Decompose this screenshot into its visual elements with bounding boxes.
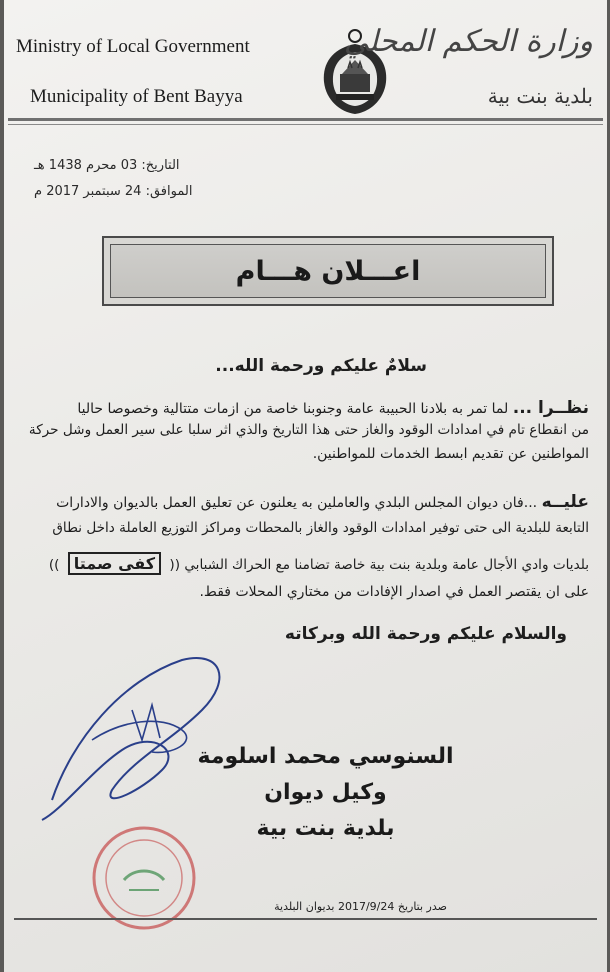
paragraph2-lead: عليــه bbox=[541, 492, 589, 512]
paragraph2-line1-text: ...فان ديوان المجلس البلدي والعاملين به يعلنون عن تعليق العمل بالديوان والادارات bbox=[56, 495, 538, 511]
paragraph2-line1 bbox=[56, 492, 589, 512]
signatory-role: وكيل ديوان bbox=[264, 780, 387, 805]
issue-note: صدر بتاريخ 2017/9/24 بديوان البلدية bbox=[274, 900, 447, 913]
gregorian-date: الموافق: 24 سبتمبر 2017 م bbox=[34, 184, 193, 199]
paragraph1-line1-text: لما تمر به بلادنا الحبيبة عامة وجنوبنا خاصة من ازمات متتالية وخصوصا حاليا bbox=[77, 401, 509, 417]
header-municipality-ar: بلدية بنت بية bbox=[487, 84, 593, 108]
paragraph1-line1 bbox=[77, 398, 589, 418]
paragraph1-lead: نظــرا ... bbox=[512, 398, 589, 418]
document-page bbox=[4, 0, 607, 972]
header-divider bbox=[8, 118, 603, 121]
signatory-organization: بلدية بنت بية bbox=[256, 816, 395, 841]
announcement-title: اعـــلان هـــام bbox=[235, 255, 421, 287]
paragraph2-line3-text: بلديات وادي الأجال عامة وبلدية بنت بية خاصة تضامنا مع الحراك الشبابي (( bbox=[169, 557, 589, 573]
official-stamp-icon bbox=[84, 818, 204, 938]
footer-divider bbox=[14, 918, 597, 920]
paragraph2-line2: التابعة للبلدية الى حتى توفير امدادات الوقود والغاز بالمحطات ومراكز التوزيع العاملة داخل نطاق bbox=[52, 520, 589, 536]
header-ministry-en: Ministry of Local Government bbox=[16, 36, 250, 57]
paragraph1-line3: المواطنين عن تقديم ابسط الخدمات للمواطنين. bbox=[312, 446, 589, 462]
paragraph2-line4: على ان يقتصر العمل في اصدار الإفادات من مختاري المحلات فقط. bbox=[199, 584, 589, 600]
signatory-name: السنوسي محمد اسلومة bbox=[197, 744, 454, 769]
paragraph1-line2: من انقطاع تام في امدادات الوقود والغاز حتى هذا التاريخ والذي اثر سلبا على سير العمل وشل حركة bbox=[28, 422, 589, 438]
paragraph2-line3 bbox=[49, 552, 589, 575]
closing-line: والسلام عليكم ورحمة الله وبركاته bbox=[284, 624, 567, 644]
hijri-date: التاريخ: 03 محرم 1438 هـ bbox=[34, 158, 180, 173]
header-ministry-ar: وزارة الحكم المحلي bbox=[343, 24, 593, 59]
paragraph2-line3-close: )) bbox=[48, 557, 60, 573]
header-divider-thin bbox=[8, 124, 603, 125]
handwritten-signature-icon bbox=[32, 620, 262, 840]
slogan-box: كفى صمتا bbox=[68, 552, 161, 575]
greeting: سلامٌ عليكم ورحمة الله... bbox=[215, 356, 427, 376]
header-municipality-en: Municipality of Bent Bayya bbox=[30, 86, 243, 107]
title-banner bbox=[102, 236, 554, 306]
